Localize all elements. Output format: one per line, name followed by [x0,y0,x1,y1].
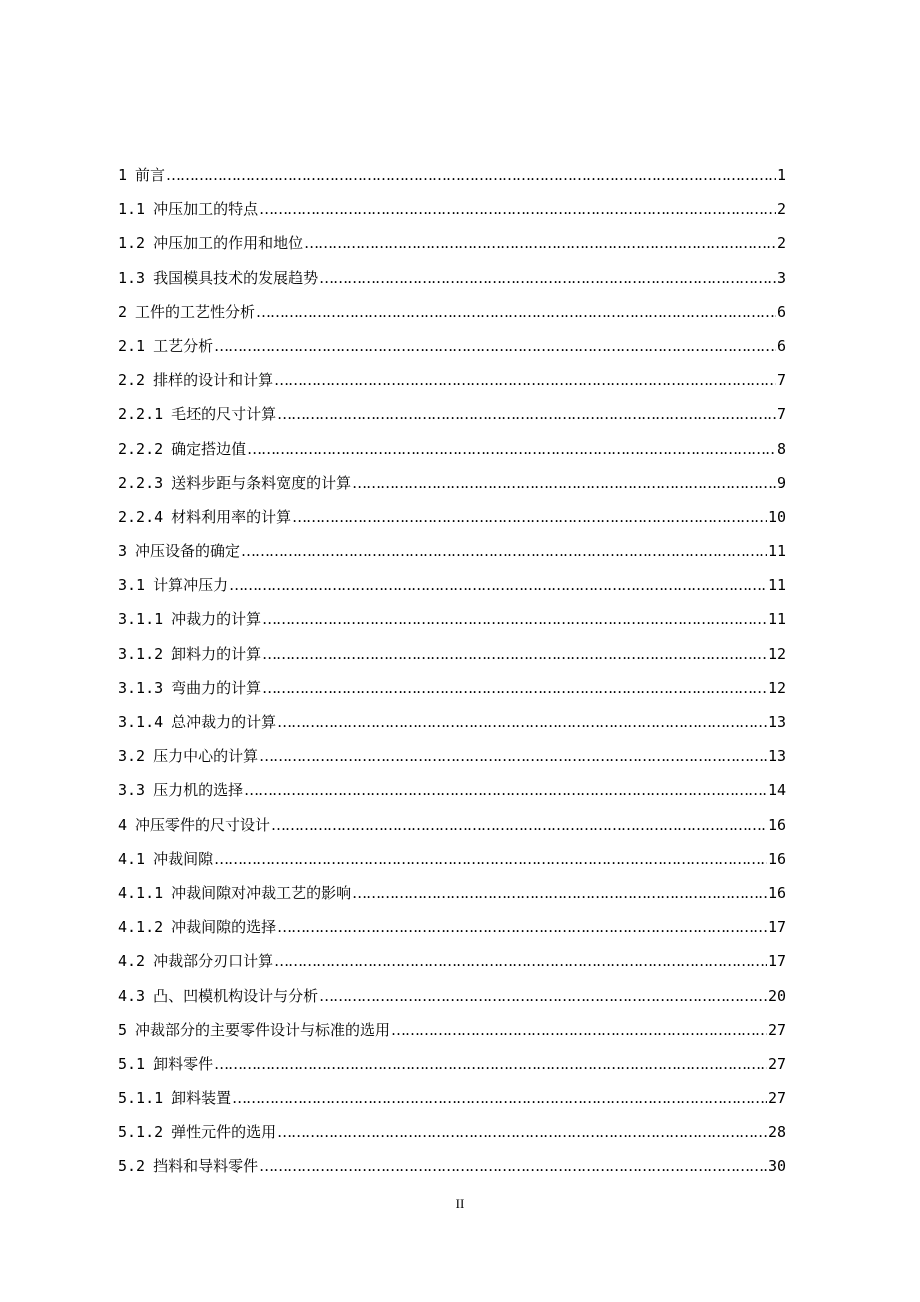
toc-leader-dots [214,1047,767,1081]
toc-title: 冲压加工的作用和地位 [153,234,304,253]
toc-number: 2.2.2 [118,439,164,458]
toc-title: 冲压加工的特点 [153,200,259,219]
toc-entry[interactable] [118,773,786,807]
toc-page-number: 2 [776,234,786,253]
toc-number: 1.1 [118,200,146,219]
toc-leader-dots [277,1115,767,1149]
toc-title: 弹性元件的选用 [171,1123,277,1142]
toc-number: 3.1.2 [118,644,164,663]
toc-page-number: 17 [767,952,786,971]
toc-number: 5.1.1 [118,1089,164,1108]
toc-page-number: 20 [767,986,786,1005]
toc-entry[interactable] [118,1013,786,1047]
toc-page-number: 13 [767,713,786,731]
toc-entry[interactable] [118,432,786,466]
toc-entry[interactable] [118,979,786,1013]
toc-title: 冲裁间隙 [153,849,214,868]
toc-entry[interactable] [118,329,786,363]
toc-number: 4.2 [118,952,146,971]
toc-number: 2.1 [118,336,146,355]
toc-title: 送料步距与条料宽度的计算 [171,473,352,492]
toc-number: 2.2.4 [118,507,164,526]
toc-entry[interactable] [118,705,786,739]
toc-number: 3.1 [118,576,146,595]
toc-leader-dots [232,1081,767,1115]
toc-leader-dots [274,944,767,978]
toc-leader-dots [271,808,767,842]
toc-number: 1.3 [118,268,146,287]
toc-page-number: 7 [776,371,786,390]
toc-leader-dots [274,363,776,397]
toc-entry[interactable] [118,158,786,192]
toc-leader-dots [262,637,767,671]
toc-entry[interactable] [118,226,786,260]
toc-number: 2.2.1 [118,405,164,424]
toc-leader-dots [241,534,767,568]
toc-leader-dots [256,295,776,329]
toc-title: 材料利用率的计算 [171,507,292,526]
toc-page-number: 12 [767,644,786,663]
toc-page-number: 2 [776,200,786,219]
toc-entry[interactable] [118,808,786,842]
toc-page-number: 10 [767,507,786,526]
toc-leader-dots [229,568,767,602]
toc-number: 3.1.1 [118,610,164,629]
toc-entry[interactable] [118,944,786,978]
toc-number: 3.1.4 [118,713,164,731]
toc-number: 3 [118,542,128,561]
toc-page-number: 12 [767,678,786,697]
toc-page-number: 3 [776,268,786,287]
toc-leader-dots [247,432,776,466]
toc-number: 2.2.3 [118,473,164,492]
toc-title: 冲裁间隙对冲裁工艺的影响 [171,883,352,902]
toc-title: 确定搭边值 [171,439,247,458]
toc-entry[interactable] [118,602,786,636]
toc-number: 2 [118,302,128,321]
toc-number: 5 [118,1020,128,1039]
toc-page-number: 27 [767,1020,786,1039]
toc-leader-dots [214,842,767,876]
toc-title: 挡料和导料零件 [153,1157,259,1176]
toc-leader-dots [277,910,767,944]
toc-entry[interactable] [118,363,786,397]
toc-entry[interactable] [118,1149,786,1183]
toc-number: 4 [118,815,128,834]
toc-page-number: 11 [767,542,786,561]
toc-page-number: 6 [776,336,786,355]
toc-leader-dots [352,876,767,910]
toc-entry[interactable] [118,397,786,431]
toc-title: 冲裁力的计算 [171,610,262,629]
toc-page-number: 28 [767,1123,786,1142]
toc-page-number: 16 [767,849,786,868]
toc-title: 工艺分析 [153,336,214,355]
toc-number: 3.1.3 [118,678,164,697]
toc-number: 3.3 [118,781,146,800]
toc-title: 排样的设计和计算 [153,371,274,390]
toc-number: 1 [118,166,128,184]
toc-title: 卸料力的计算 [171,644,262,663]
toc-leader-dots [259,739,767,773]
page-number-footer: II [455,1196,465,1211]
toc-title: 冲压零件的尺寸设计 [135,815,271,834]
toc-page-number: 27 [767,1054,786,1073]
toc-page-number: 6 [776,302,786,321]
toc-leader-dots [259,1149,767,1183]
toc-page-number: 7 [776,405,786,424]
toc-leader-dots [292,500,767,534]
toc-entry[interactable] [118,1115,786,1149]
toc-page-number: 1 [776,166,786,184]
toc-title: 压力机的选择 [153,781,244,800]
toc-leader-dots [262,671,767,705]
toc-page-number: 16 [767,815,786,834]
toc-title: 毛坯的尺寸计算 [171,405,277,424]
toc-leader-dots [352,466,776,500]
toc-page-number: 16 [767,883,786,902]
toc-entry[interactable] [118,842,786,876]
toc-page-number: 11 [767,610,786,629]
toc-entry[interactable] [118,261,786,295]
toc-entry[interactable] [118,534,786,568]
toc-title: 计算冲压力 [153,576,229,595]
toc-entry[interactable] [118,637,786,671]
toc-entry[interactable] [118,568,786,602]
toc-title: 卸料零件 [153,1054,214,1073]
toc-page-number: 9 [776,473,786,492]
toc-title: 总冲裁力的计算 [171,713,277,731]
toc-title: 工件的工艺性分析 [135,302,256,321]
toc-number: 4.3 [118,986,146,1005]
toc-title: 冲压设备的确定 [135,542,241,561]
toc-title: 凸、凹模机构设计与分析 [153,986,319,1005]
toc-page-number: 27 [767,1089,786,1108]
toc-entry[interactable] [118,671,786,705]
toc-leader-dots [166,158,776,192]
toc-entry[interactable] [118,876,786,910]
toc-entry[interactable] [118,192,786,226]
toc-leader-dots [259,192,776,226]
toc-number: 3.2 [118,747,146,766]
toc-entry[interactable] [118,295,786,329]
toc-title: 冲裁部分刃口计算 [153,952,274,971]
toc-page-number: 13 [767,747,786,766]
toc-number: 4.1.2 [118,918,164,937]
toc-leader-dots [319,261,776,295]
toc-leader-dots [391,1013,767,1047]
toc-page-number: 14 [767,781,786,800]
toc-entry[interactable] [118,739,786,773]
toc-leader-dots [214,329,776,363]
toc-entry[interactable] [118,1081,786,1115]
toc-number: 5.1.2 [118,1123,164,1142]
toc-number: 5.2 [118,1157,146,1176]
toc-number: 2.2 [118,371,146,390]
toc-title: 前言 [135,166,166,184]
toc-entry[interactable] [118,910,786,944]
toc-leader-dots [319,979,767,1013]
toc-leader-dots [277,397,776,431]
toc-title: 我国模具技术的发展趋势 [153,268,319,287]
toc-number: 4.1 [118,849,146,868]
toc-page-number: 8 [776,439,786,458]
toc-leader-dots [262,602,767,636]
toc-title: 冲裁间隙的选择 [171,918,277,937]
table-of-contents [118,158,786,1184]
toc-title: 卸料装置 [171,1089,232,1108]
toc-leader-dots [304,226,776,260]
toc-number: 4.1.1 [118,883,164,902]
toc-title: 冲裁部分的主要零件设计与标准的选用 [135,1020,391,1039]
toc-entry[interactable] [118,500,786,534]
toc-entry[interactable] [118,466,786,500]
toc-number: 5.1 [118,1054,146,1073]
toc-number: 1.2 [118,234,146,253]
toc-leader-dots [244,773,767,807]
toc-title: 弯曲力的计算 [171,678,262,697]
toc-page-number: 30 [767,1157,786,1176]
toc-page-number: 11 [767,576,786,595]
toc-leader-dots [277,705,767,739]
toc-page-number: 17 [767,918,786,937]
toc-title: 压力中心的计算 [153,747,259,766]
toc-entry[interactable] [118,1047,786,1081]
